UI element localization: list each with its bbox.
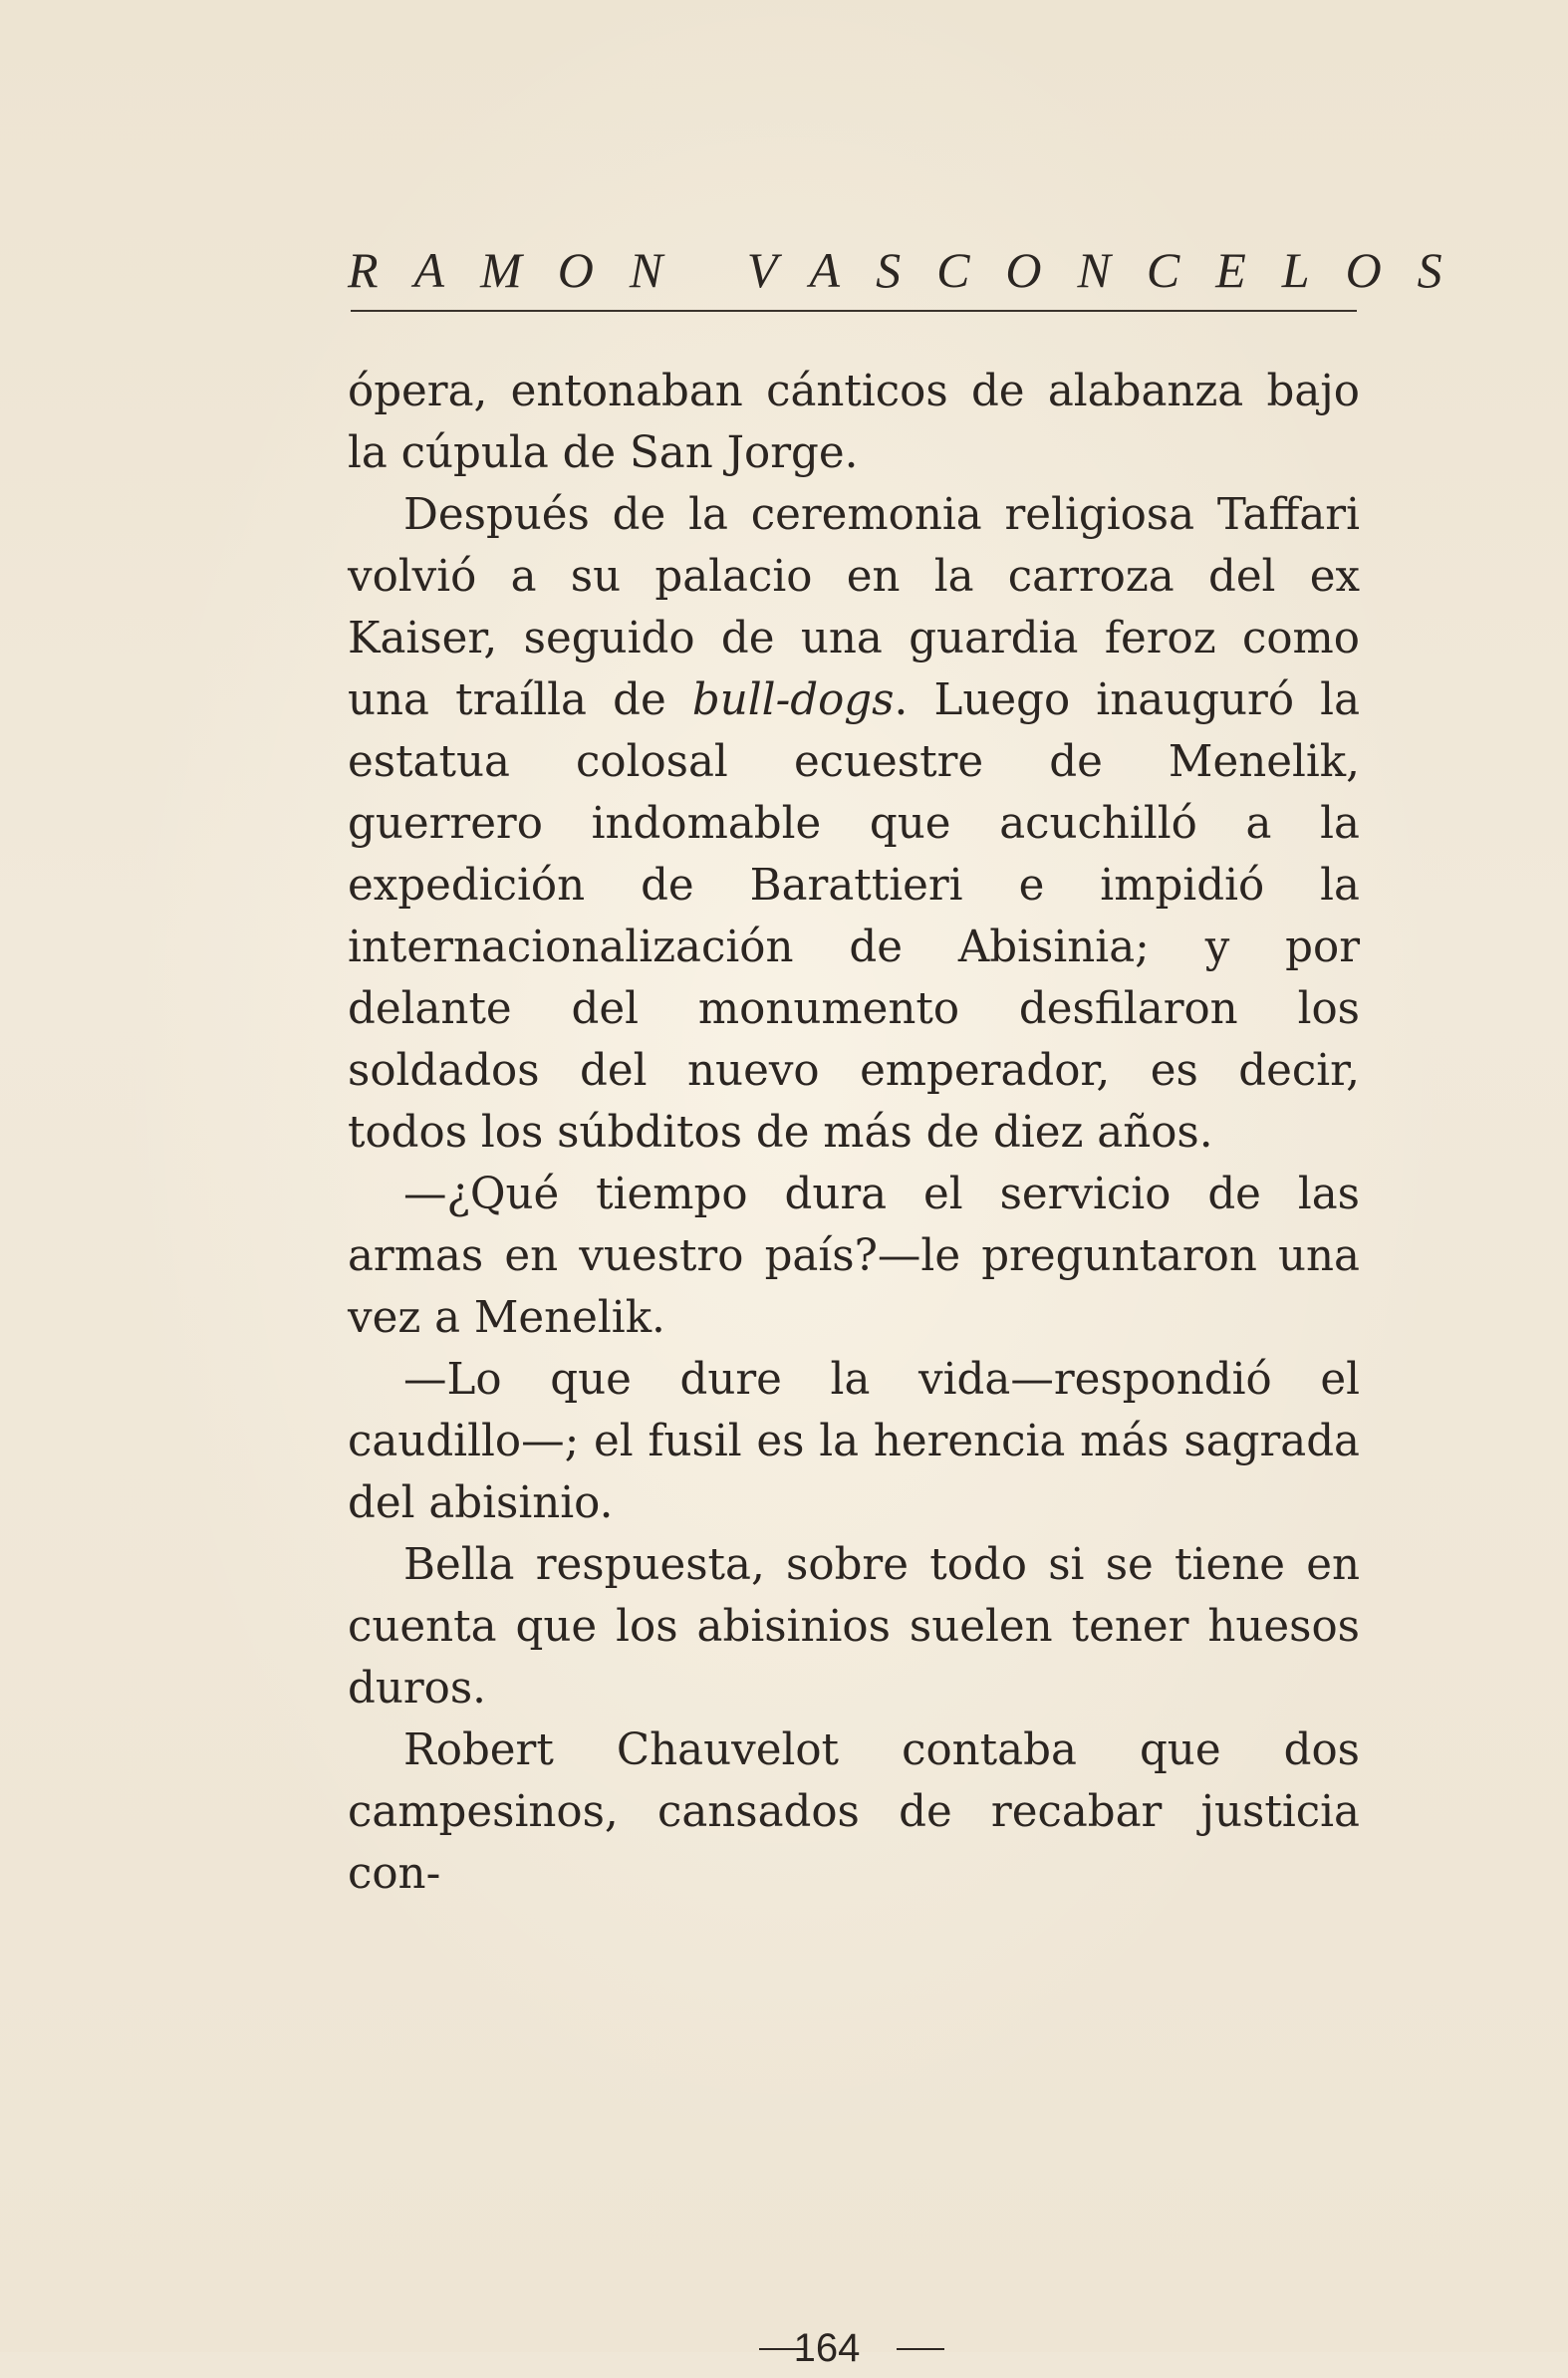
paragraph-3: —¿Qué tiempo dura el servicio de las armas en vuestro país?—le preguntaron una vez a Menelik. <box>348 1170 1360 1343</box>
italic-bull-dogs: bull-dogs <box>691 675 895 725</box>
header-rule <box>351 310 1357 312</box>
paragraph-4: —Lo que dure la vida—respondió el caudillo—; el fusil es la herencia más sagrada del abisinio. <box>348 1355 1360 1528</box>
paragraph-1: ópera, entonaban cánticos de alabanza bajo la cúpula de San Jorge. <box>348 367 1360 478</box>
running-head: RAMON VASCONCELOS <box>348 242 1478 298</box>
folio-dash-right <box>897 2348 944 2350</box>
paragraph-6: Robert Chauvelot contaba que dos campesinos, cansados de recabar justicia con- <box>348 1725 1360 1899</box>
paragraph-2 <box>348 484 1360 1164</box>
paragraph-5: Bella respuesta, sobre todo si se tiene en cuenta que los abisinios suelen tener huesos duros. <box>348 1540 1360 1714</box>
page-number: 164 <box>793 2326 861 2370</box>
body-text <box>348 361 1360 1905</box>
paragraph-2-part-2: . Luego inauguró la estatua colosal ecuestre de Menelik, guerrero indomable que acuchilló a la expedición de Barattieri e impidió la internacionalización de Abisinia; y por delante del monumento desfilaron los soldados del nuevo emperador, es decir, todos los súbditos de más de diez años. <box>348 675 1361 1158</box>
paragraph-2-part-1: Después de la ceremonia religiosa Taffari volvió a su palacio en la carroza del ex Kaiser, seguido de una guardia feroz como una traílla de <box>348 490 1360 725</box>
